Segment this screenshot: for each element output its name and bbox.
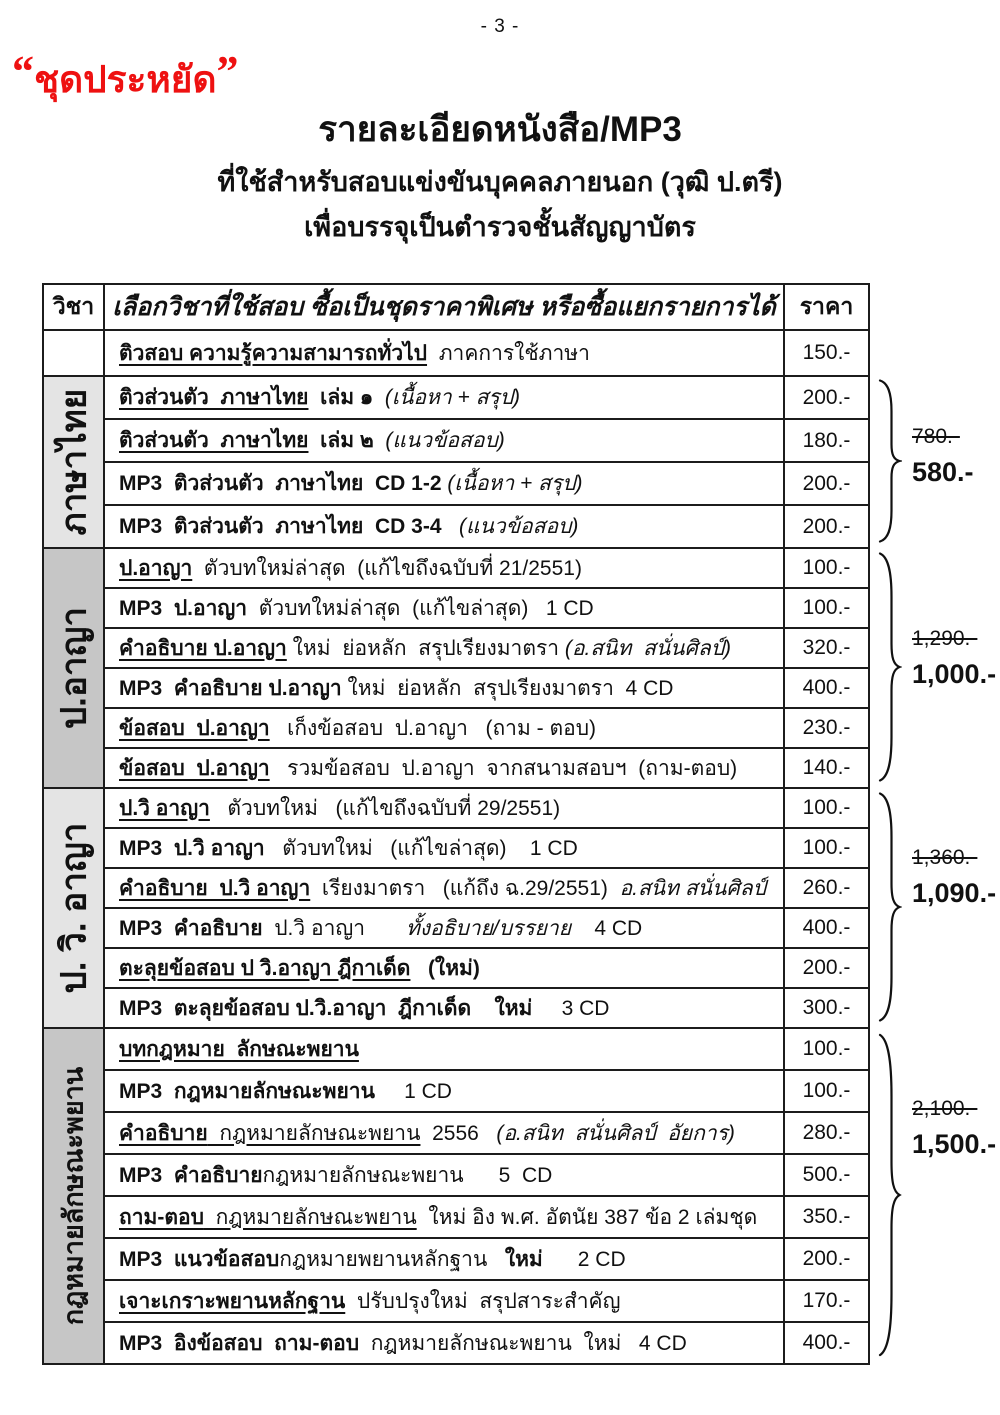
row-text-segment: ข้อสอบ ป.อาญา	[119, 756, 270, 780]
page-number: - 3 -	[480, 16, 520, 37]
item-price: 280.-	[784, 1112, 869, 1154]
row-text-segment: MP3 แนวข้อสอบ	[119, 1247, 280, 1271]
row-text-segment: (อ.สนิท สนั่นศิลป์)	[564, 636, 732, 660]
close-quote: ”	[216, 47, 239, 96]
item-description	[104, 548, 784, 588]
item-price: 150.-	[784, 330, 869, 376]
price-table	[42, 283, 870, 1365]
row-text-segment: ข้อสอบ ป.อาญา	[119, 716, 270, 740]
item-description	[104, 868, 784, 908]
item-price: 180.-	[784, 419, 869, 462]
item-price: 200.-	[784, 505, 869, 548]
row-text-segment: 4 CD	[571, 916, 643, 940]
row-text-segment: MP3 ติวส่วนตัว ภาษาไทย CD 3-4	[119, 515, 460, 538]
row-text-segment: ตะลุยข้อสอบ ป วิ.อาญา ฎีกาเด็ด	[119, 956, 411, 980]
row-text-segment: ใหม่ ย่อหลัก สรุปเรียงมาตรา 4 CD	[341, 676, 674, 700]
item-price: 400.-	[784, 1322, 869, 1364]
table-row	[43, 788, 869, 828]
row-text-segment: MP3 ป.อาญา	[119, 596, 248, 620]
column-header-subject: วิชา	[43, 284, 104, 330]
table-row	[43, 708, 869, 748]
row-text-segment: MP3 คำอธิบาย	[119, 1163, 263, 1187]
row-text-segment: ใหม่ ย่อหลัก สรุปเรียงมาตรา	[286, 636, 565, 660]
bundle-old-price: 2,100.-	[912, 1096, 978, 1120]
item-price: 100.-	[784, 588, 869, 628]
table-row	[43, 628, 869, 668]
row-text-segment: ตัวบทใหม่ (แก้ไขถึงฉบับที่ 29/2551)	[209, 796, 561, 820]
row-text-segment: 3 CD	[532, 996, 610, 1020]
item-description	[104, 376, 784, 419]
row-text-segment: ตัวบทใหม่ (แก้ไขล่าสุด) 1 CD	[264, 836, 578, 860]
item-price: 320.-	[784, 628, 869, 668]
table-row	[43, 505, 869, 548]
table-row	[43, 1070, 869, 1112]
table-row	[43, 1028, 869, 1070]
row-text-segment: กฎหมายลักษณะพยาน	[207, 1121, 421, 1145]
bundle-old-price: 780.-	[912, 424, 960, 448]
item-price: 100.-	[784, 548, 869, 588]
economy-set-badge	[12, 47, 239, 101]
subject-label-cell	[43, 788, 104, 1028]
curly-brace-icon	[876, 378, 902, 544]
subject-label: ป.อาญา	[54, 606, 93, 730]
item-description	[104, 1154, 784, 1196]
item-price: 100.-	[784, 788, 869, 828]
subject-label-cell	[43, 1028, 104, 1364]
item-price: 350.-	[784, 1196, 869, 1238]
item-price: 230.-	[784, 708, 869, 748]
bundle-prices	[912, 760, 1000, 994]
row-text-segment: ใหม่	[504, 1247, 543, 1271]
item-price: 500.-	[784, 1154, 869, 1196]
bundle-prices	[912, 541, 1000, 775]
row-text-segment: MP3 คำอธิบาย ป.อาญา	[119, 676, 342, 700]
table-header-row	[43, 284, 869, 330]
item-description	[104, 1322, 784, 1364]
row-text-segment: บทกฎหมาย ลักษณะพยาน	[119, 1037, 359, 1061]
item-price: 100.-	[784, 1028, 869, 1070]
subject-label-cell	[43, 376, 104, 548]
open-quote: “	[12, 47, 34, 96]
table-row	[43, 1280, 869, 1322]
row-text-segment: เจาะเกราะพยานหลักฐาน	[119, 1289, 346, 1313]
bundle-deal	[876, 550, 1000, 784]
bundle-new-price: 1,090.-	[912, 877, 997, 908]
row-text-segment: ตัวบทใหม่ล่าสุด (แก้ไขล่าสุด) 1 CD	[247, 596, 594, 620]
row-text-segment: (เนื้อหา + สรุป)	[384, 386, 521, 409]
item-description	[104, 588, 784, 628]
subject-label: ภาษาไทย	[54, 388, 93, 536]
item-description	[104, 788, 784, 828]
item-description	[104, 1112, 784, 1154]
row-text-segment: ป.วิ อาญา	[262, 916, 406, 940]
row-text-segment	[471, 997, 494, 1020]
row-text-segment: 1 CD	[374, 1079, 452, 1103]
subject-label: กฎหมายลักษณะพยาน	[58, 1066, 88, 1326]
item-price: 400.-	[784, 668, 869, 708]
row-text-segment: เรียงมาตรา (แก้ถึง ฉ.29/2551)	[310, 876, 620, 900]
table-row	[43, 1112, 869, 1154]
economy-set-badge-text: ชุดประหยัด	[34, 60, 217, 101]
item-description	[104, 505, 784, 548]
table-row	[43, 548, 869, 588]
item-price: 200.-	[784, 1238, 869, 1280]
row-text-segment: ถาม-ตอบ	[119, 1205, 204, 1229]
row-text-segment: (ใหม่)	[410, 956, 480, 980]
table-row	[43, 988, 869, 1028]
item-description	[104, 988, 784, 1028]
row-text-segment: กฎหมายลักษณะพยาน 5 CD	[262, 1163, 553, 1187]
item-description	[104, 462, 784, 505]
item-price: 200.-	[784, 376, 869, 419]
row-text-segment: ใหม่ อิง พ.ศ. อัตนัย 387 ข้อ 2 เล่มชุด	[416, 1205, 758, 1229]
item-description	[104, 948, 784, 988]
table-row	[43, 419, 869, 462]
item-description	[104, 419, 784, 462]
table-row	[43, 828, 869, 868]
table-row	[43, 868, 869, 908]
item-description	[104, 828, 784, 868]
row-text-segment: ตัวบทใหม่ล่าสุด (แก้ไขถึงฉบับที่ 21/2551)	[192, 556, 582, 580]
table-row	[43, 330, 869, 376]
row-text-segment: ทั้งอธิบาย/บรรยาย	[405, 916, 572, 940]
row-text-segment: คำอธิบาย ป.อาญา	[119, 636, 287, 660]
row-text-segment: MP3 อิงข้อสอบ ถาม-ตอบ	[119, 1331, 360, 1355]
row-text-segment: คำอธิบาย	[119, 1121, 208, 1145]
table-row	[43, 1196, 869, 1238]
item-description	[104, 628, 784, 668]
bundle-new-price: 580.-	[912, 456, 974, 487]
row-text-segment: ป.วิ อาญา	[119, 796, 210, 820]
curly-brace-icon	[876, 1030, 902, 1360]
row-text-segment: เก็งข้อสอบ ป.อาญา (ถาม - ตอบ)	[269, 716, 597, 740]
bundle-new-price: 1,000.-	[912, 658, 997, 689]
bundle-prices	[912, 963, 1000, 1293]
bundle-old-price: 1,360.-	[912, 845, 978, 869]
row-text-segment: MP3 ตะลุยข้อสอบ ป.วิ.อาญา ฎีกาเด็ด	[119, 996, 472, 1020]
row-text-segment: ป.อาญา	[119, 556, 193, 580]
page-subtitle-1: ที่ใช้สำหรับสอบแข่งขันบุคคลภายนอก (วุฒิ ป.ตรี)	[217, 167, 783, 197]
item-price: 400.-	[784, 908, 869, 948]
curly-brace-icon	[876, 550, 902, 784]
item-description	[104, 1196, 784, 1238]
item-description	[104, 748, 784, 788]
row-text-segment: MP3 ป.วิ อาญา	[119, 836, 265, 860]
item-description	[104, 1028, 784, 1070]
item-price: 200.-	[784, 462, 869, 505]
row-text-segment: ติวส่วนตัว ภาษาไทย	[119, 386, 309, 409]
table-row	[43, 588, 869, 628]
price-table-zone	[42, 283, 1000, 1365]
table-row	[43, 668, 869, 708]
item-price: 200.-	[784, 948, 869, 988]
row-text-segment: กฎหมายพยานหลักฐาน	[279, 1247, 505, 1271]
table-row	[43, 462, 869, 505]
item-price: 170.-	[784, 1280, 869, 1322]
item-description	[104, 330, 784, 376]
item-description	[104, 1070, 784, 1112]
row-text-segment: ติวสอบ ความรู้ความสามารถทั่วไป	[119, 341, 428, 365]
bundle-deal	[876, 378, 1000, 544]
item-description	[104, 668, 784, 708]
row-text-segment: ปรับปรุงใหม่ สรุปสาระสำคัญ	[345, 1289, 621, 1313]
table-row	[43, 1322, 869, 1364]
item-description	[104, 908, 784, 948]
row-text-segment: MP3 กฎหมายลักษณะพยาน	[119, 1079, 375, 1103]
column-header-price: ราคา	[784, 284, 869, 330]
row-text-segment: รวมข้อสอบ ป.อาญา จากสนามสอบฯ (ถาม-ตอบ)	[269, 756, 738, 780]
bundle-prices	[912, 373, 1000, 539]
item-price: 300.-	[784, 988, 869, 1028]
table-row	[43, 948, 869, 988]
table-row	[43, 748, 869, 788]
row-text-segment: เล่ม ๒	[308, 429, 386, 452]
row-text-segment: (อ.สนิท สนั่นศิลป์ อัยการ)	[496, 1121, 735, 1145]
row-text-segment: 2 CD	[542, 1247, 626, 1271]
subject-label: ป. วิ. อาญา	[54, 822, 93, 994]
item-description	[104, 1238, 784, 1280]
item-description	[104, 708, 784, 748]
row-text-segment: (แนวข้อสอบ)	[385, 429, 505, 452]
table-row	[43, 1154, 869, 1196]
row-text-segment: ใหม่	[494, 996, 533, 1020]
bundle-old-price: 1,290.-	[912, 626, 978, 650]
row-text-segment: MP3 ติวส่วนตัว ภาษาไทย CD 1-2	[119, 472, 448, 495]
row-text-segment: (เนื้อหา + สรุป)	[447, 472, 583, 495]
page-subtitle-2: เพื่อบรรจุเป็นตำรวจชั้นสัญญาบัตร	[304, 212, 696, 242]
row-text-segment: (แนวข้อสอบ)	[459, 515, 579, 538]
row-text-segment: คำอธิบาย ป.วิ อาญา	[119, 876, 311, 900]
column-header-description: เลือกวิชาที่ใช้สอบ ซื้อเป็นชุดราคาพิเศษ หรือซื้อแยกรายการได้	[104, 284, 784, 330]
row-text-segment: กฎหมายลักษณะพยาน ใหม่ 4 CD	[359, 1331, 687, 1355]
bundle-new-price: 1,500.-	[912, 1128, 997, 1159]
item-price: 260.-	[784, 868, 869, 908]
table-row	[43, 376, 869, 419]
item-price: 100.-	[784, 828, 869, 868]
row-text-segment: อ.สนิท สนั่นศิลป์	[619, 876, 766, 900]
item-price: 140.-	[784, 748, 869, 788]
subject-label-cell	[43, 548, 104, 788]
row-text-segment: 2556	[420, 1121, 497, 1145]
page-title: รายละเอียดหนังสือ/MP3	[318, 110, 682, 149]
row-text-segment: MP3 คำอธิบาย	[119, 916, 263, 940]
table-row	[43, 908, 869, 948]
curly-brace-icon	[876, 790, 902, 1024]
item-price: 100.-	[784, 1070, 869, 1112]
row-text-segment: เล่ม ๑	[308, 386, 385, 409]
row-text-segment: ติวส่วนตัว ภาษาไทย	[119, 429, 309, 452]
bundle-deal	[876, 1030, 1000, 1360]
table-row	[43, 1238, 869, 1280]
row-text-segment: กฎหมายลักษณะพยาน	[203, 1205, 417, 1229]
row-text-segment: ภาคการใช้ภาษา	[427, 341, 590, 365]
item-description	[104, 1280, 784, 1322]
subject-cell-empty	[43, 330, 104, 376]
